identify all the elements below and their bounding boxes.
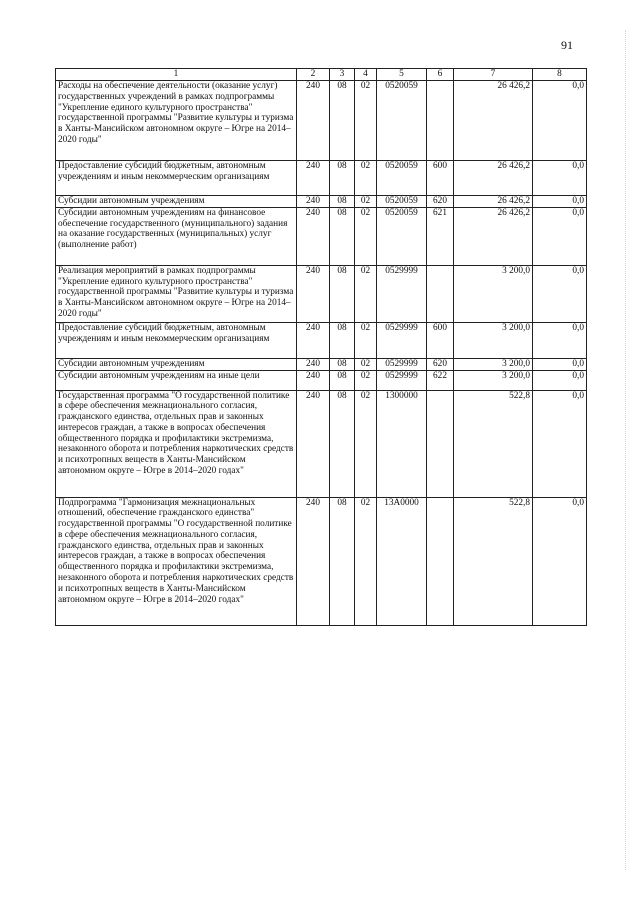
row-description: Субсидии автономным учреждениям: [56, 196, 297, 208]
row-code-subsection: 02: [355, 161, 377, 196]
row-code-ministry: 240: [297, 497, 330, 625]
column-header: 1: [56, 69, 297, 81]
row-description: Государственная программа "О государственной политике в сфере обеспечения межнационального согласия, гражданского единства, отдельных прав и законных интересов граждан, а также в вопросах обеспечения общественного порядка и профилактики экстремизма, незаконного оборота и потребления наркотических средств и психотропных веществ в Ханты-Мансийском автономном округе – Югре в 2014–2020 годах": [56, 390, 297, 497]
table-row: [56, 196, 587, 208]
row-description: Реализация мероприятий в рамках подпрограммы "Укрепление единого культурного пространства" государственной программы "Развитие культуры и туризма в Ханты-Мансийском автономном округе – Югре на 2014–2020 годы": [56, 265, 297, 322]
row-code-subsection: 02: [355, 81, 377, 161]
column-header: 4: [355, 69, 377, 81]
row-code-subsection: 02: [355, 370, 377, 390]
column-header: 2: [297, 69, 330, 81]
row-code-target: 0520059: [377, 207, 427, 265]
row-code-subsection: 02: [355, 497, 377, 625]
row-code-ministry: 240: [297, 207, 330, 265]
row-code-target: 0529999: [377, 370, 427, 390]
row-code-expense-type: 620: [427, 196, 454, 208]
row-amount: 522,8: [454, 497, 533, 625]
row-amount: 26 426,2: [454, 161, 533, 196]
row-code-expense-type: 622: [427, 370, 454, 390]
row-code-ministry: 240: [297, 390, 330, 497]
row-amount: 3 200,0: [454, 358, 533, 370]
row-code-target: 0520059: [377, 196, 427, 208]
row-code-ministry: 240: [297, 322, 330, 358]
row-code-section: 08: [330, 196, 355, 208]
column-header: 3: [330, 69, 355, 81]
row-code-target: 0520059: [377, 81, 427, 161]
row-code-target: 1300000: [377, 390, 427, 497]
row-code-section: 08: [330, 390, 355, 497]
row-amount-other: 0,0: [533, 207, 587, 265]
row-code-subsection: 02: [355, 196, 377, 208]
row-amount-other: 0,0: [533, 265, 587, 322]
row-code-expense-type: 600: [427, 322, 454, 358]
table-row: [56, 161, 587, 196]
column-header: 5: [377, 69, 427, 81]
row-amount-other: 0,0: [533, 81, 587, 161]
row-code-section: 08: [330, 265, 355, 322]
row-code-expense-type: 600: [427, 161, 454, 196]
row-code-section: 08: [330, 358, 355, 370]
row-amount-other: 0,0: [533, 322, 587, 358]
row-code-subsection: 02: [355, 207, 377, 265]
row-code-ministry: 240: [297, 370, 330, 390]
row-code-section: 08: [330, 161, 355, 196]
row-code-subsection: 02: [355, 358, 377, 370]
row-code-expense-type: 621: [427, 207, 454, 265]
row-description: Предоставление субсидий бюджетным, автономным учреждениям и иным некоммерческим организациям: [56, 322, 297, 358]
row-code-subsection: 02: [355, 390, 377, 497]
table-row: [56, 390, 587, 497]
column-header: 6: [427, 69, 454, 81]
row-amount: 3 200,0: [454, 322, 533, 358]
row-amount-other: 0,0: [533, 358, 587, 370]
table-row: [56, 322, 587, 358]
row-code-ministry: 240: [297, 358, 330, 370]
row-description: Субсидии автономным учреждениям: [56, 358, 297, 370]
row-code-section: 08: [330, 370, 355, 390]
row-code-target: 13А0000: [377, 497, 427, 625]
row-description: Расходы на обеспечение деятельности (оказание услуг) государственных учреждений в рамках подпрограммы "Укрепление единого культурного пространства" государственной программы "Развитие культуры и туризма в Ханты-Мансийском автономном округе – Югре на 2014–2020 годы": [56, 81, 297, 161]
scan-edge-marks: [625, 30, 628, 870]
table-row: [56, 497, 587, 625]
row-description: Субсидии автономным учреждениям на финансовое обеспечение государственного (муниципального) задания на оказание государственных (муниципальных) услуг (выполнение работ): [56, 207, 297, 265]
row-code-section: 08: [330, 81, 355, 161]
row-code-ministry: 240: [297, 161, 330, 196]
row-amount-other: 0,0: [533, 161, 587, 196]
row-code-target: 0529999: [377, 265, 427, 322]
row-amount-other: 0,0: [533, 370, 587, 390]
row-amount-other: 0,0: [533, 497, 587, 625]
row-code-subsection: 02: [355, 322, 377, 358]
row-code-subsection: 02: [355, 265, 377, 322]
table-row: [56, 370, 587, 390]
row-code-expense-type: [427, 390, 454, 497]
row-code-section: 08: [330, 322, 355, 358]
row-code-expense-type: [427, 81, 454, 161]
row-amount: 3 200,0: [454, 370, 533, 390]
row-amount: 3 200,0: [454, 265, 533, 322]
row-amount: 26 426,2: [454, 196, 533, 208]
row-amount: 26 426,2: [454, 81, 533, 161]
row-amount: 522,8: [454, 390, 533, 497]
budget-table: [55, 68, 587, 626]
row-code-target: 0529999: [377, 322, 427, 358]
table-header-row: [56, 69, 587, 81]
row-code-ministry: 240: [297, 265, 330, 322]
row-amount-other: 0,0: [533, 390, 587, 497]
row-amount: 26 426,2: [454, 207, 533, 265]
row-code-section: 08: [330, 497, 355, 625]
row-code-target: 0520059: [377, 161, 427, 196]
row-code-section: 08: [330, 207, 355, 265]
row-description: Подпрограмма "Гармонизация межнациональных отношений, обеспечение гражданского единства" государственной программы "О государственной политике в сфере обеспечения межнационального согласия, гражданского единства, отдельных прав и законных интересов граждан, а также в вопросах обеспечения общественного порядка и профилактики экстремизма, незаконного оборота и потребления наркотических средств и психотропных веществ в Ханты-Мансийском автономном округе – Югре в 2014–2020 годах": [56, 497, 297, 625]
table-row: [56, 207, 587, 265]
row-amount-other: 0,0: [533, 196, 587, 208]
row-code-ministry: 240: [297, 81, 330, 161]
row-code-expense-type: [427, 497, 454, 625]
page-number: 91: [561, 38, 573, 52]
row-code-ministry: 240: [297, 196, 330, 208]
column-header: 8: [533, 69, 587, 81]
table-row: [56, 81, 587, 161]
row-code-target: 0529999: [377, 358, 427, 370]
table-row: [56, 265, 587, 322]
row-description: Предоставление субсидий бюджетным, автономным учреждениям и иным некоммерческим организациям: [56, 161, 297, 196]
row-description: Субсидии автономным учреждениям на иные цели: [56, 370, 297, 390]
row-code-expense-type: [427, 265, 454, 322]
row-code-expense-type: 620: [427, 358, 454, 370]
table-row: [56, 358, 587, 370]
column-header: 7: [454, 69, 533, 81]
